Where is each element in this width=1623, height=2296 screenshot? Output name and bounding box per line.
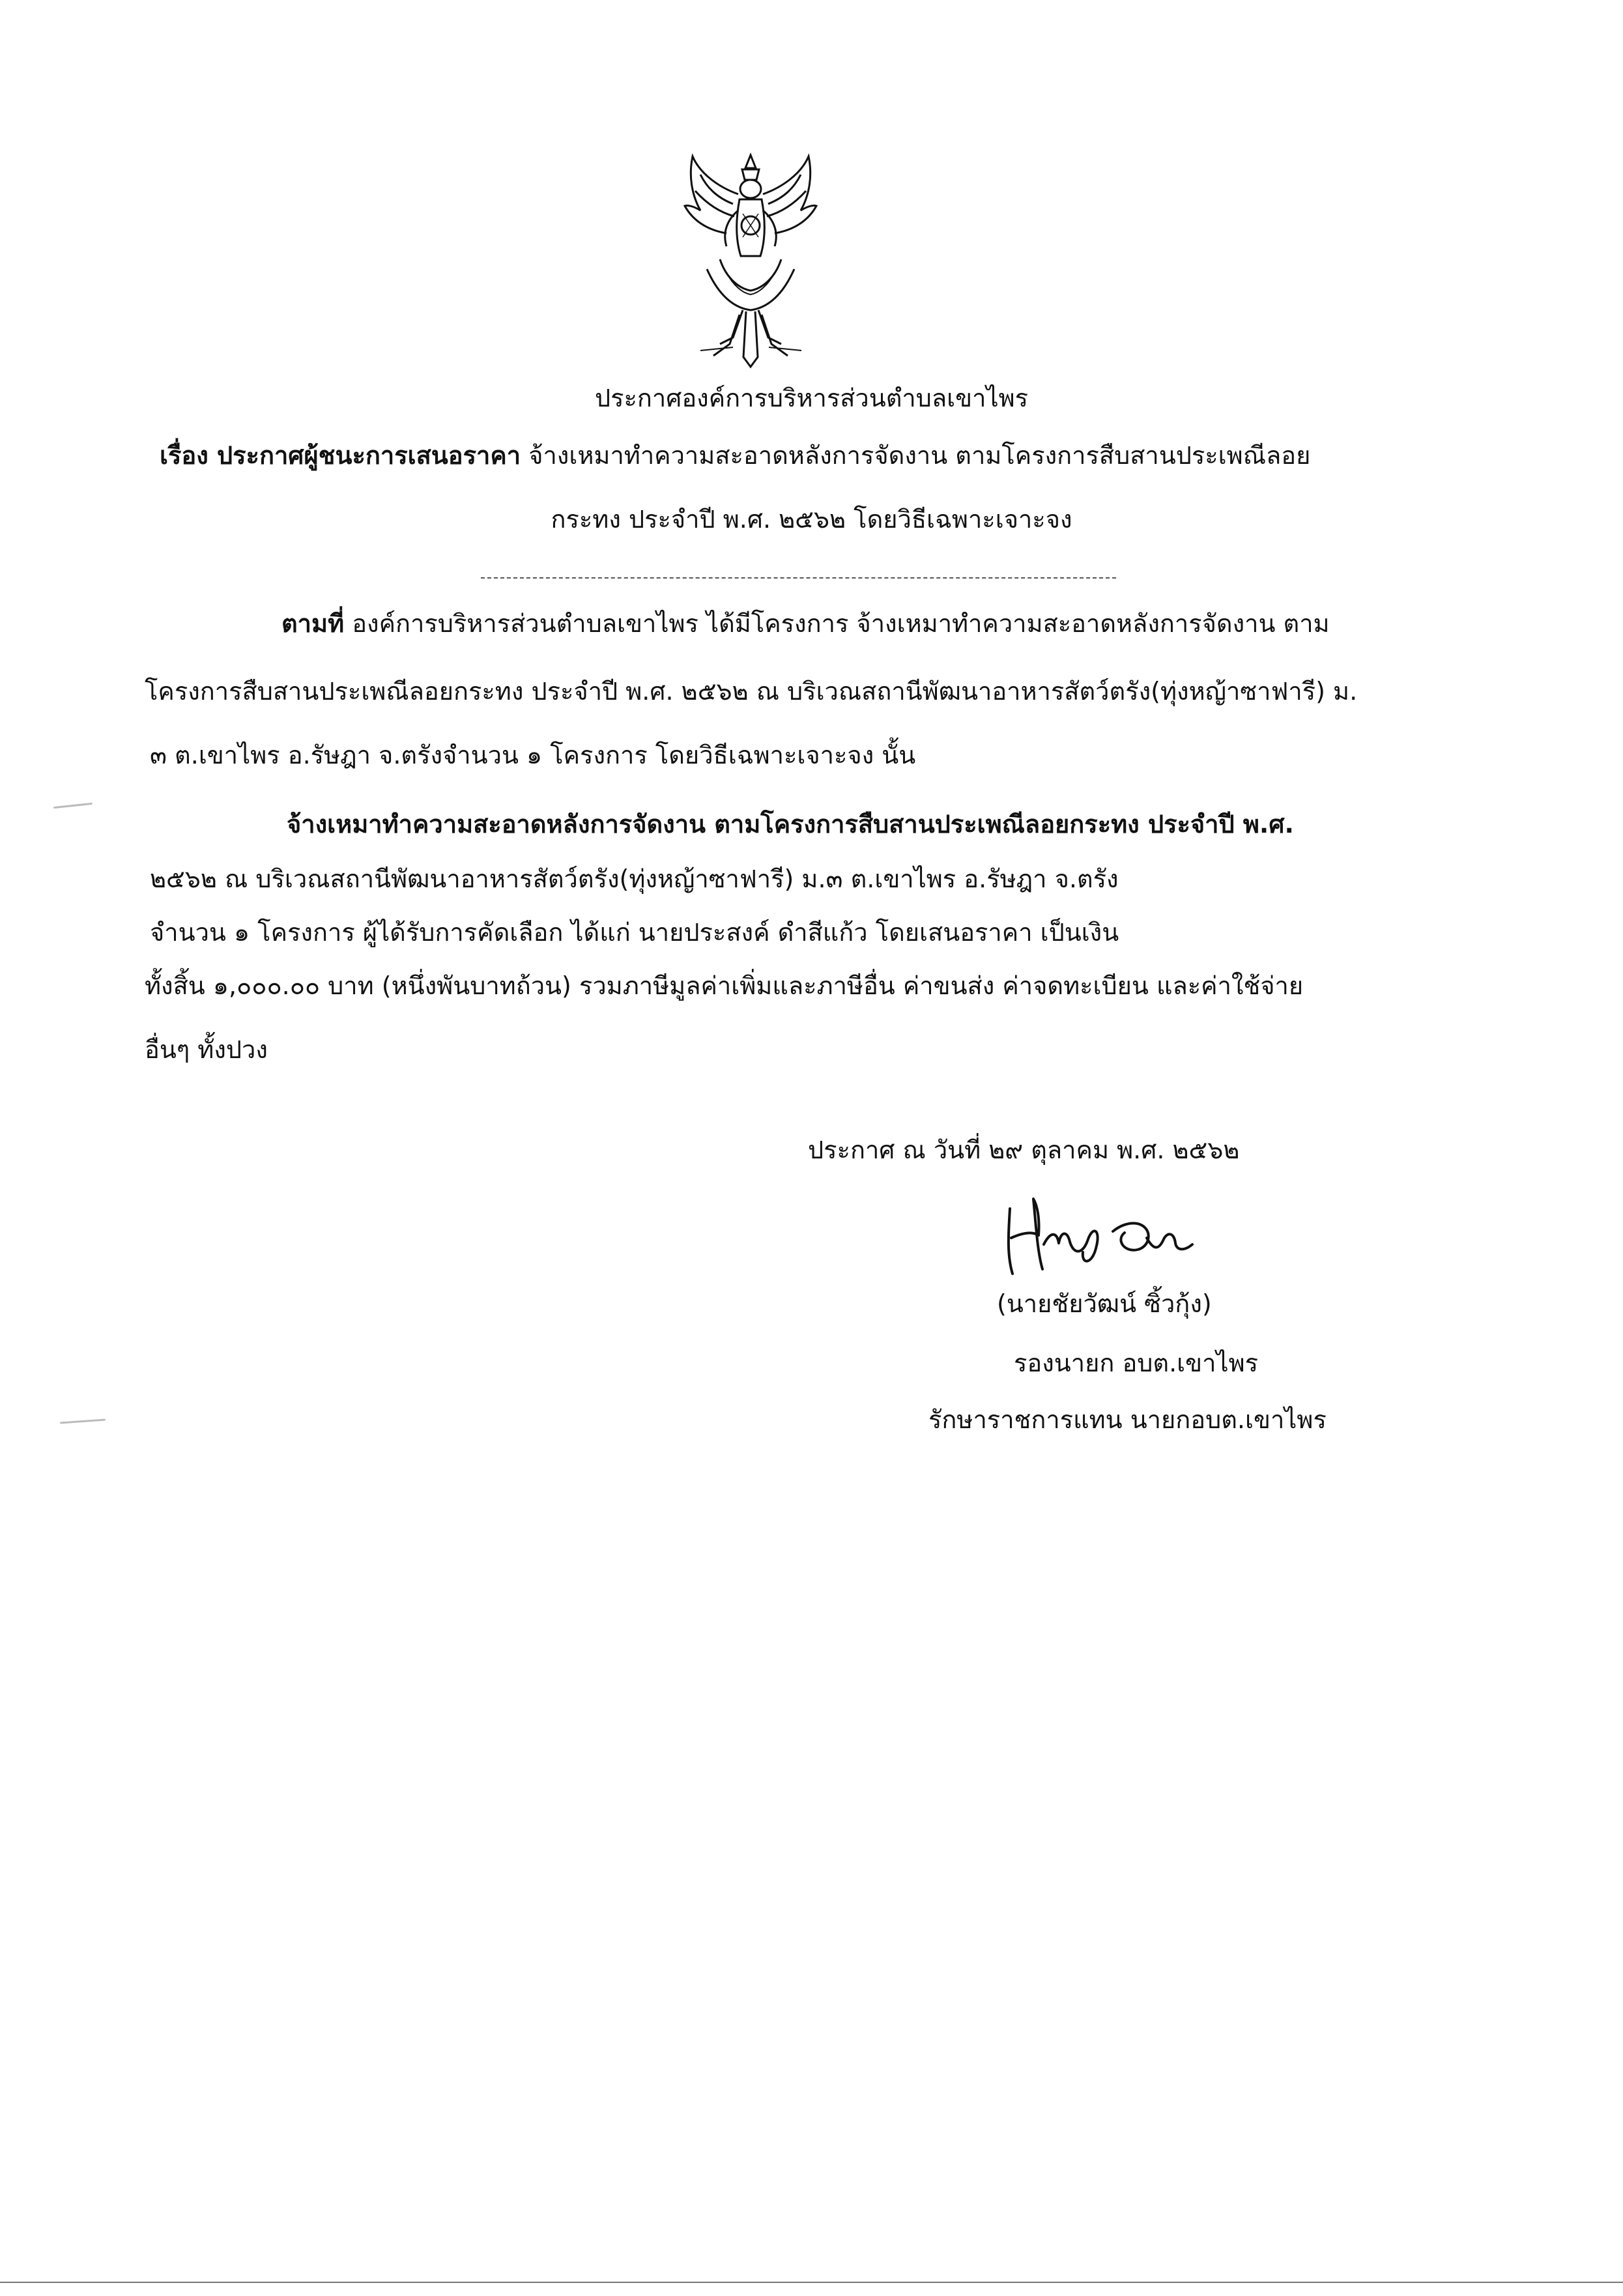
- paragraph-2-line-1: จ้างเหมาทำความสะอาดหลังการจัดงาน ตามโครงการสืบสานประเพณีลอยกระทง ประจำปี พ.ศ.: [287, 810, 1294, 839]
- paragraph-2-line-3: จำนวน ๑ โครงการ ผู้ได้รับการคัดเลือก ได้แก่ นายประสงค์ ดำสีแก้ว โดยเสนอราคา เป็นเงิน: [150, 918, 1119, 947]
- header-divider: [481, 577, 1116, 579]
- announcement-date: ประกาศ ณ วันที่ ๒๙ ตุลาคม พ.ศ. ๒๕๖๒: [808, 1136, 1240, 1164]
- subject-text: จ้างเหมาทำความสะอาดหลังการจัดงาน ตามโครงการสืบสานประเพณีลอย: [528, 441, 1311, 470]
- garuda-emblem-icon: [681, 149, 821, 370]
- paragraph-1-lead: ตามที่: [281, 609, 345, 638]
- signatory-position: รองนายก อบต.เขาไพร: [1014, 1349, 1259, 1377]
- paragraph-2-line-4: ทั้งสิ้น ๑,๐๐๐.๐๐ บาท (หนึ่งพันบาทถ้วน) รวมภาษีมูลค่าเพิ่มและภาษีอื่น ค่าขนส่ง ค่าจดทะเบียน และค่าใช้จ่าย: [145, 971, 1304, 1000]
- paragraph-2-line-2: ๒๕๖๒ ณ บริเวณสถานีพัฒนาอาหารสัตว์ตรัง(ทุ่งหญ้าซาฟารี) ม.๓ ต.เขาไพร อ.รัษฎา จ.ตรัง: [150, 865, 1119, 893]
- subject-line: [160, 443, 1310, 468]
- paragraph-1-line-2: โครงการสืบสานประเพณีลอยกระทง ประจำปี พ.ศ. ๒๕๖๒ ณ บริเวณสถานีพัฒนาอาหารสัตว์ตรัง(ทุ่งหญ้าซาฟารี) ม.: [145, 677, 1358, 706]
- paragraph-1-line-1-text: องค์การบริหารส่วนตำบลเขาไพร ได้มีโครงการ จ้างเหมาทำความสะอาดหลังการจัดงาน ตาม: [352, 609, 1330, 638]
- page-bottom-edge: [0, 2282, 1623, 2283]
- subject-label: เรื่อง ประกาศผู้ชนะการเสนอราคา: [160, 441, 521, 470]
- handwritten-signature: [997, 1192, 1205, 1284]
- paragraph-2-line-5: อื่นๆ ทั้งปวง: [145, 1035, 268, 1064]
- signatory-name: (นายชัยวัฒน์ ซิ้วกุ้ง): [997, 1289, 1212, 1318]
- scan-mark: [53, 803, 93, 809]
- paragraph-1-line-3: ๓ ต.เขาไพร อ.รัษฎา จ.ตรังจำนวน ๑ โครงการ โดยวิธีเฉพาะเจาะจง นั้น: [150, 741, 916, 769]
- acting-position: รักษาราชการแทน นายกอบต.เขาไพร: [928, 1405, 1327, 1434]
- organization-announcement-title: ประกาศองค์การบริหารส่วนตำบลเขาไพร: [594, 384, 1029, 412]
- paragraph-1-line-1: [281, 611, 1330, 636]
- scan-mark: [60, 1419, 106, 1424]
- subject-line-2: กระทง ประจำปี พ.ศ. ๒๕๖๒ โดยวิธีเฉพาะเจาะจง: [551, 505, 1072, 534]
